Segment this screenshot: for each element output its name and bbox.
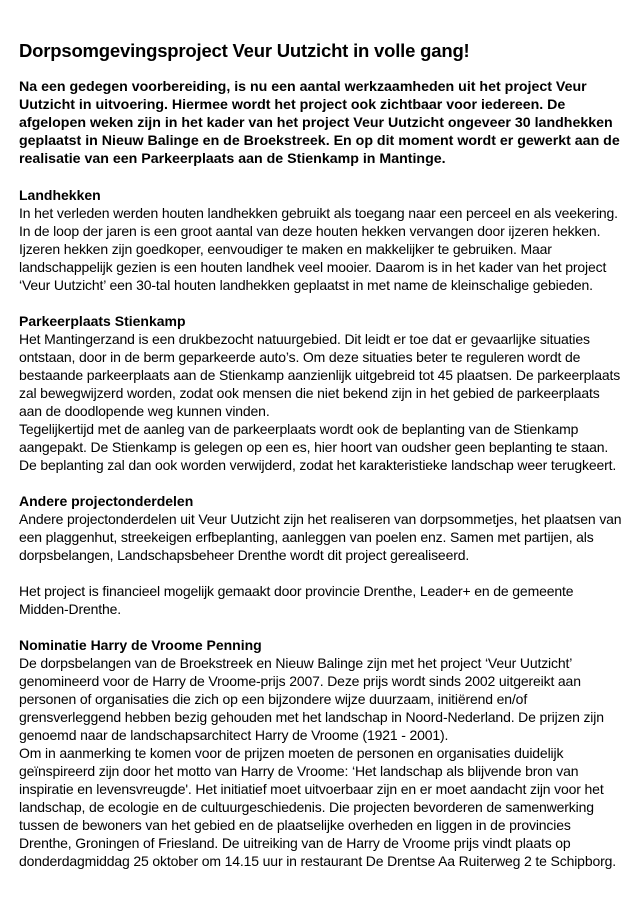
section-paragraph: Het Mantingerzand is een drukbezocht natuurgebied. Dit leidt er toe dat er gevaarlijke situaties ontstaan, door in de berm geparkeerde auto’s. Om deze situaties beter te reguleren wordt de bestaande parkeerplaats aan de Stienkamp aanzienlijk uitgebreid tot 45 plaatsen. De parkeerplaats zal bewegwijzerd worden, zodat ook mensen die niet bekend zijn in het gebied de parkeerplaats aan de doodlopende weg kunnen vinden.: [19, 331, 621, 419]
intro-paragraph: Na een gedegen voorbereiding, is nu een aantal werkzaamheden uit het project Veur Uutzicht in uitvoering. Hiermee wordt het project ook zichtbaar voor iedereen. De afgelopen weken zijn in het kader van het project Veur Uutzicht ongeveer 30 landhekken geplaatst in Nieuw Balinge en de Broekstreek. En op dit moment wordt er gewerkt aan de realisatie van een Parkeerplaats aan de Stienkamp in Mantinge.: [19, 79, 620, 167]
document-title: Dorpsomgevingsproject Veur Uutzicht in volle gang!: [19, 40, 470, 61]
section-landhekken: [19, 186, 624, 294]
section-andere-projectonderdelen: [19, 492, 624, 618]
section-paragraph: Het project is financieel mogelijk gemaakt door provincie Drenthe, Leader+ en de gemeente Midden-Drenthe.: [19, 583, 574, 617]
section-heading: Nominatie Harry de Vroome Penning: [19, 637, 262, 653]
document-page: [19, 40, 624, 888]
section-heading: Landhekken: [19, 187, 101, 203]
section-paragraph: Tegelijkertijd met de aanleg van de parkeerplaats wordt ook de beplanting van de Stienkamp aangepakt. De Stienkamp is gelegen op een es, hier hoort van oudsher geen beplanting te staan. De beplanting zal dan ook worden verwijderd, zodat het karakteristieke landschap weer terugkeert.: [19, 421, 617, 473]
section-paragraph: Om in aanmerking te komen voor de prijzen moeten de personen en organisaties duidelijk geïnspireerd zijn door het motto van Harry de Vroome: ‘Het landschap als blijvende bron van inspiratie en levensvreugde'. Het initiatief moet uitvoerbaar zijn en er moet aandacht zijn voor het landschap, de ecologie en de cultuurgeschiedenis. Die projecten bevorderen de samenwerking tussen de bewoners van het gebied en de plaatselijke overheden en liggen in de provincies Drenthe, Groningen of Friesland. De uitreiking van de Harry de Vroome prijs vindt plaats op donderdagmiddag 25 oktober om 14.15 uur in restaurant De Drentse Aa Ruiterweg 2 te Schipborg.: [19, 745, 616, 869]
section-paragraph: De dorpsbelangen van de Broekstreek en Nieuw Balinge zijn met het project ‘Veur Uutzicht’ genomineerd voor de Harry de Vroome-prijs 2007. Deze prijs wordt sinds 2002 uitgereikt aan personen of organisaties die zich op een bijzondere wijze duurzaam, initiërend en/of grensverleggend hebben bezig gehouden met het landschap in Noord-Nederland. De prijzen zijn genoemd naar de landschapsarchitect Harry de Vroome (1921 - 2001).: [19, 655, 604, 743]
section-paragraph: In het verleden werden houten landhekken gebruikt als toegang naar een perceel en als veekering. In de loop der jaren is een groot aantal van deze houten hekken vervangen door ijzeren hekken. Ijzeren hekken zijn goedkoper, eenvoudiger te maken en makkelijker te gebruiken. Maar landschappelijk gezien is een houten landhek veel mooier. Daarom is in het kader van het project ‘Veur Uutzicht’ een 30-tal houten landhekken geplaatst in met name de kleinschalige gebieden.: [19, 205, 618, 293]
section-nominatie: [19, 636, 624, 870]
paragraph-spacer: [19, 564, 624, 582]
section-heading: Andere projectonderdelen: [19, 493, 194, 509]
section-heading: Parkeerplaats Stienkamp: [19, 313, 186, 329]
section-parkeerplaats: [19, 312, 624, 474]
section-paragraph: Andere projectonderdelen uit Veur Uutzicht zijn het realiseren van dorpsommetjes, het plaatsen van een plaggenhut, streekeigen erfbeplanting, aanleggen van poelen enz. Samen met partijen, als dorpsbelangen, Landschapsbeheer Drenthe wordt dit project gerealiseerd.: [19, 511, 622, 563]
